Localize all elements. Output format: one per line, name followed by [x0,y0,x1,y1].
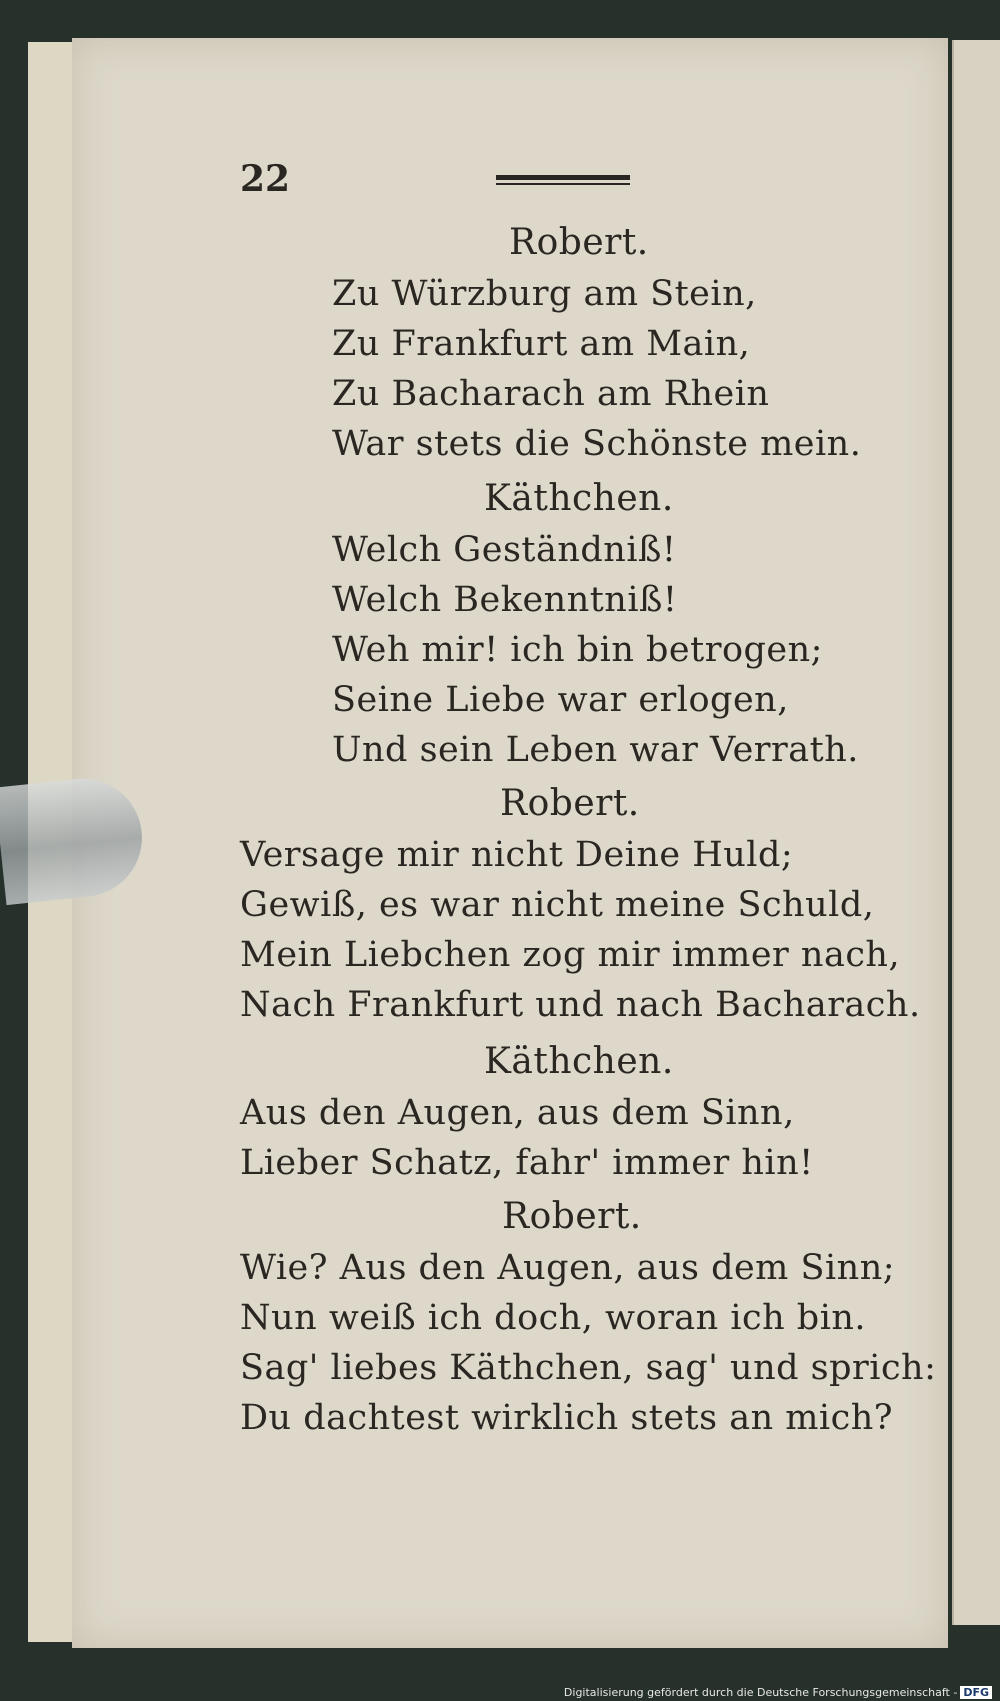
verse-line: Sag' liebes Käthchen, sag' und sprich: [240,1348,937,1388]
verse-line: Welch Bekenntniß! [332,580,678,620]
speaker-name: Käthchen. [484,478,674,519]
dfg-logo: DFG [960,1686,992,1699]
verse-line: Weh mir! ich bin betrogen; [332,630,823,670]
verse-line: Nun weiß ich doch, woran ich bin. [240,1298,867,1338]
speaker-name: Robert. [500,783,640,824]
speaker-name: Robert. [502,1196,642,1237]
verse-line: Zu Würzburg am Stein, [332,274,757,314]
verse-line: Zu Bacharach am Rhein [332,374,770,414]
page-number: 22 [240,158,291,200]
header-rule-thin [496,183,630,185]
verse-line: Seine Liebe war erlogen, [332,680,789,720]
verse-line: Lieber Schatz, fahr' immer hin! [240,1143,814,1183]
verse-line: Gewiß, es war nicht meine Schuld, [240,885,875,925]
verse-line: Und sein Leben war Verrath. [332,730,859,770]
verse-line: Versage mir nicht Deine Huld; [240,835,794,875]
header-rule [496,175,630,180]
verse-line: Wie? Aus den Augen, aus dem Sinn; [240,1248,896,1288]
verse-line: Zu Frankfurt am Main, [332,324,751,364]
facing-page-edge [952,40,1000,1625]
verse-line: Aus den Augen, aus dem Sinn, [240,1093,795,1133]
credit-text: Digitalisierung gefördert durch die Deutsche Forschungsgemeinschaft - [563,1686,958,1699]
verse-line: Nach Frankfurt und nach Bacharach. [240,985,921,1025]
speaker-name: Käthchen. [484,1041,674,1082]
digitization-credit [564,1686,992,1699]
verse-line: Welch Geständniß! [332,530,677,570]
verse-line: Mein Liebchen zog mir immer nach, [240,935,901,975]
book-page [72,38,948,1648]
speaker-name: Robert. [509,222,649,263]
verse-line: Du dachtest wirklich stets an mich? [240,1398,894,1438]
verse-line: War stets die Schönste mein. [332,424,862,464]
